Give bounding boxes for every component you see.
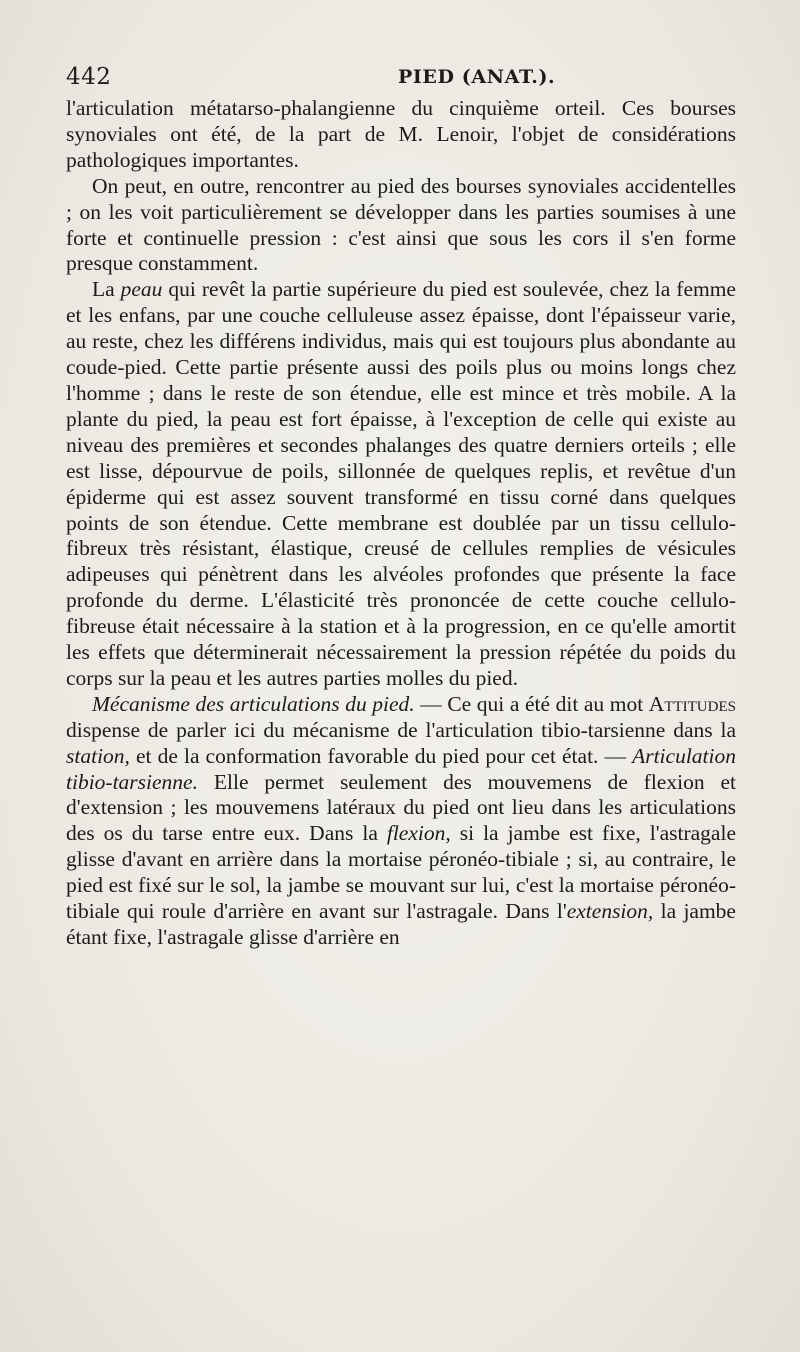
paragraph-text: et de la conformation favorable du pied pour cet état. — [129,743,633,768]
page-number: 442 [66,64,112,90]
paragraph-lead: La [92,277,121,302]
paragraph-text: la jambe étant fixe, l'astragale glisse d'arrière en [66,899,736,949]
italic-subheading: Articulation tibio-tarsienne. [66,743,736,794]
cross-reference: Attitudes [648,691,736,716]
section-heading: Mécanisme des articulations du pied. [92,691,415,716]
term-peau: peau [120,277,163,302]
paragraph-text: l'articulation métatarso-phalangienne du cinquième orteil. Ces bourses synoviales ont été, de la part de M. Lenoir, l'objet de considérations pathologiques importantes. [66,96,736,172]
paragraph-peau [66,277,736,692]
italic-term: extension, [566,899,654,924]
body-text [66,96,736,951]
page-header [66,64,736,94]
paragraph-text: Elle permet seulement des mouvemens de flexion et d'extension ; les mouvemens latéraux du pied ont lieu dans les articulations des os du tarse entre eux. Dans la [66,769,736,846]
paragraph-bourses-accidentelles [66,174,736,278]
running-head: PIED (ANAT.). [398,66,556,88]
paragraph-text: si la jambe est fixe, l'astragale glisse d'avant en arrière dans la mortaise péronéo-tibiale ; si, au contraire, le pied est fixé sur le sol, la jambe se mouvant sur lui, c'est la mortaise péronéo-tibiale qui roule d'arrière en avant sur l'astragale. Dans l' [66,821,736,924]
paragraph-text: qui revêt la partie supérieure du pied est soulevée, chez la femme et les enfans, par une couche celluleuse assez épaisse, dont l'épaisseur varie, au reste, chez les différens individus, mais qui est toujours plus abondante au coude-pied. Cette partie présente aussi des poils plus ou moins longs chez l'homme ; dans le reste de son étendue, elle est mince et très mobile. A la plante du pied, la peau est fort épaisse, à l'exception de celle qui existe au niveau des premières et secondes phalanges des quatre derniers orteils ; elle est lisse, dépourvue de poils, sillonnée de quelques replis, et revêtue d'un épiderme qui est assez souvent transformé en tissu corné dans quelques points de son étendue. Cette membrane est doublée par un tissu cellulo-fibreux très résistant, élastique, creusé de cellules remplies de vésicules adipeuses qui pénètrent dans les alvéoles profondes que présente la face profonde du derme. L'élasticité très prononcée de cette couche cellulo-fibreuse était nécessaire à la station et à la progression, en ce qu'elle amortit les effets que déterminerait nécessairement la pression répétée du poids du corps sur la peau et les autres parties molles du pied. [66,277,736,690]
italic-term: flexion, [386,821,451,846]
italic-term: station, [66,743,130,768]
paragraph-text: On peut, en outre, rencontrer au pied des bourses synoviales accidentelles ; on les voit particulièrement se développer dans les parties soumises à une forte et continuelle pression : c'est ainsi que sous les cors il s'en forme presque constamment. [66,173,736,276]
paragraph-mecanisme [66,692,736,951]
paragraph-text: — Ce qui a été dit au mot [414,691,649,716]
paragraph-text: dispense de parler ici du mécanisme de l'articulation tibio-tarsienne dans la [66,717,736,742]
paragraph-continuation [66,96,736,174]
